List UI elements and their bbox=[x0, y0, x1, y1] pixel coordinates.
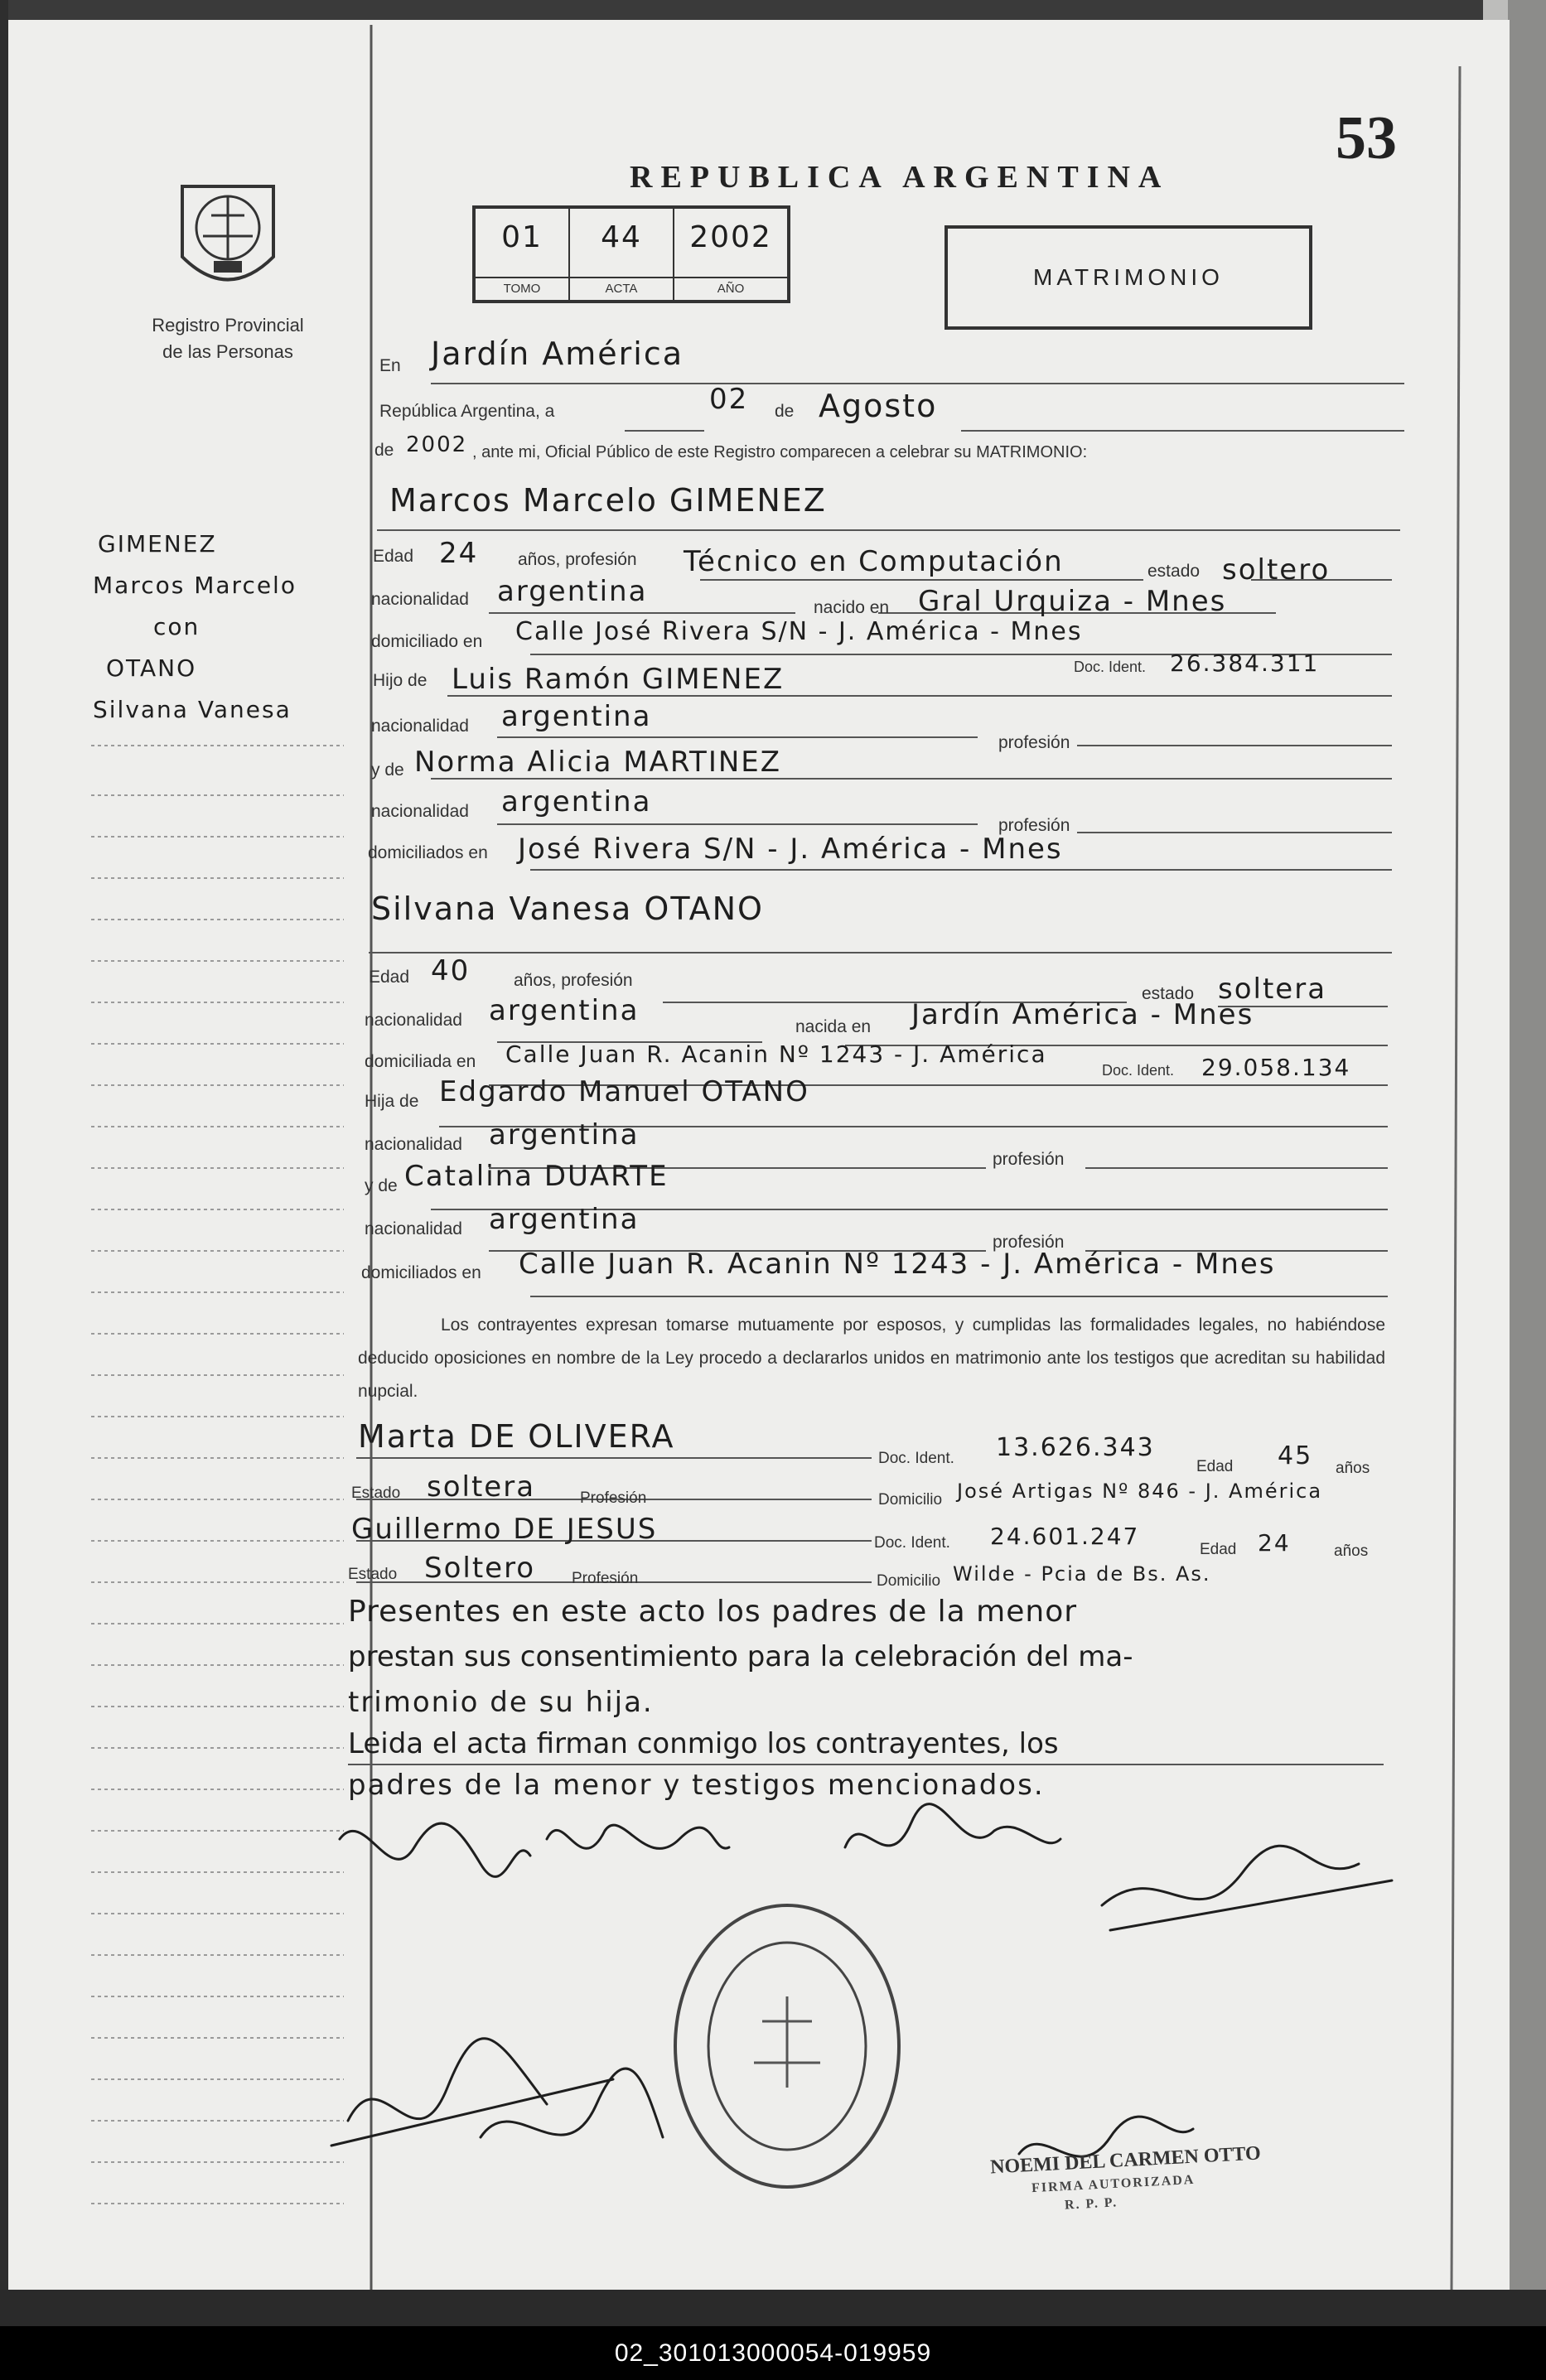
country-title: REPUBLICA ARGENTINA bbox=[630, 160, 1170, 195]
anio-label: AÑO bbox=[674, 277, 787, 300]
novia-doc: 29.058.134 bbox=[1201, 1054, 1351, 1081]
label-nacionalidad-padre-novia: nacionalidad bbox=[365, 1135, 462, 1154]
testigo2-nombre: Guillermo DE JESUS bbox=[351, 1513, 658, 1546]
testigo1-domicilio: José Artigas Nº 846 - J. América bbox=[957, 1480, 1323, 1503]
signature-padre-1 bbox=[845, 1804, 1060, 1847]
novia-madre: Catalina DUARTE bbox=[404, 1160, 669, 1193]
label-nacido-en: nacido en bbox=[814, 598, 890, 617]
anio-value: 2002 bbox=[689, 220, 772, 254]
label-doc-testigo2: Doc. Ident. bbox=[874, 1534, 950, 1552]
novio-nombre: Marcos Marcelo GIMENEZ bbox=[389, 482, 827, 519]
label-anios-profesion-novio: años, profesión bbox=[518, 550, 637, 569]
label-doc-novia: Doc. Ident. bbox=[1102, 1062, 1175, 1079]
margin-note-line1: GIMENEZ bbox=[98, 530, 217, 558]
signature-padre-2 bbox=[1102, 1846, 1392, 1930]
novio-madre: Norma Alicia MARTINEZ bbox=[414, 746, 782, 779]
label-domiciliada-en: domiciliada en bbox=[365, 1052, 476, 1071]
acta-label: ACTA bbox=[570, 277, 673, 300]
testigo1-edad: 45 bbox=[1278, 1441, 1313, 1470]
novio-domicilio: Calle José Rivera S/N - J. América - Mnes bbox=[515, 617, 1083, 646]
novio-profesion: Técnico en Computación bbox=[684, 545, 1064, 578]
tomo-value: 01 bbox=[501, 220, 543, 254]
novio-nacionalidad: argentina bbox=[497, 575, 648, 608]
margin-note-line5: Silvana Vanesa bbox=[93, 696, 292, 723]
firma-autorizada-nombre: NOEMI DEL CARMEN OTTO bbox=[989, 2142, 1262, 2179]
label-domiciliados-en-novio: domiciliados en bbox=[368, 843, 488, 862]
label-estado-testigo1: Estado bbox=[351, 1484, 401, 1502]
testigo2-estado: Soltero bbox=[424, 1552, 536, 1585]
label-nacionalidad-madre-novio: nacionalidad bbox=[371, 802, 469, 821]
testigo1-nombre: Marta DE OLIVERA bbox=[358, 1418, 675, 1455]
novia-estado: soltera bbox=[1218, 973, 1327, 1006]
novia-nacionalidad: argentina bbox=[489, 994, 640, 1027]
acta-lugar: Jardín América bbox=[431, 336, 684, 372]
novia-nacida-en: Jardín América - Mnes bbox=[911, 998, 1254, 1031]
firma-autorizada-cargo: FIRMA AUTORIZADA bbox=[1031, 2172, 1196, 2196]
signature-contrayente-2 bbox=[547, 1825, 729, 1848]
label-profesion-testigo1: Profesión bbox=[580, 1489, 647, 1507]
testigo2-doc: 24.601.247 bbox=[990, 1523, 1140, 1550]
nota-line2: prestan sus consentimiento para la celebración del ma- bbox=[348, 1640, 1133, 1673]
testigo2-domicilio: Wilde - Pcia de Bs. As. bbox=[953, 1562, 1211, 1586]
novio-madre-nacionalidad: argentina bbox=[501, 785, 652, 818]
label-nacionalidad-madre-novia: nacionalidad bbox=[365, 1219, 462, 1238]
label-domicilio-testigo2: Domicilio bbox=[877, 1572, 941, 1590]
label-profesion-madre-novia: profesión bbox=[993, 1233, 1065, 1252]
novio-padres-domicilio: José Rivera S/N - J. América - Mnes bbox=[518, 833, 1063, 866]
label-y-de-novia: y de bbox=[365, 1176, 398, 1195]
nota-line1: Presentes en este acto los padres de la menor bbox=[348, 1595, 1078, 1629]
label-nacida-en: nacida en bbox=[795, 1017, 872, 1036]
page-number: 53 bbox=[1336, 104, 1397, 172]
label-estado-testigo2: Estado bbox=[348, 1566, 398, 1583]
label-nacionalidad-novio: nacionalidad bbox=[371, 590, 469, 609]
novia-domicilio: Calle Juan R. Acanin Nº 1243 - J. América bbox=[505, 1040, 1047, 1068]
label-comparecen: , ante mi, Oficial Público de este Registro comparecen a celebrar su MATRIMONIO: bbox=[472, 443, 1088, 461]
label-profesion-padre-novia: profesión bbox=[993, 1150, 1065, 1169]
novio-estado: soltero bbox=[1222, 553, 1331, 587]
novio-nacido-en: Gral Urquiza - Mnes bbox=[918, 585, 1227, 618]
record-type-box: MATRIMONIO bbox=[945, 225, 1312, 330]
label-anios-testigo1: años bbox=[1336, 1460, 1370, 1477]
declaracion-paragraph: Los contrayentes expresan tomarse mutuamente por esposos, y cumplidas las formalidades legales, no habiéndose deducido oposiciones en nombre de la Ley procedo a declararlos unidos en matrimonio ante los testigos que acreditan su habilidad nupcial. bbox=[358, 1316, 1385, 1401]
label-nacionalidad-padre-novio: nacionalidad bbox=[371, 717, 469, 736]
label-en: En bbox=[379, 356, 401, 375]
label-estado-novia: estado bbox=[1142, 984, 1195, 1003]
label-republica: República Argentina, a bbox=[379, 402, 555, 421]
margin-note-line3: con bbox=[153, 613, 200, 640]
novia-madre-nacionalidad: argentina bbox=[489, 1203, 640, 1236]
label-edad-novia: Edad bbox=[369, 968, 410, 987]
label-domiciliado-en: domiciliado en bbox=[371, 632, 483, 651]
label-nacionalidad-novia: nacionalidad bbox=[365, 1011, 462, 1030]
novia-edad: 40 bbox=[431, 954, 471, 987]
novia-padres-domicilio: Calle Juan R. Acanin Nº 1243 - J. América - Mnes bbox=[519, 1248, 1276, 1281]
novio-padre: Luis Ramón GIMENEZ bbox=[452, 663, 785, 696]
label-anios-testigo2: años bbox=[1334, 1542, 1369, 1560]
image-caption: 02_301013000054-019959 bbox=[0, 2326, 1546, 2380]
signature-testigo-1 bbox=[331, 2039, 613, 2146]
label-profesion-padre-novio: profesión bbox=[998, 733, 1070, 752]
testigo1-doc: 13.626.343 bbox=[996, 1433, 1155, 1462]
label-de-mes: de bbox=[775, 402, 795, 421]
label-anios-profesion-novia: años, profesión bbox=[514, 971, 633, 990]
label-profesion-testigo2: Profesión bbox=[572, 1570, 639, 1587]
official-seal-icon bbox=[663, 1897, 911, 2195]
testigo2-edad: 24 bbox=[1258, 1529, 1291, 1557]
novia-padre: Edgardo Manuel OTANO bbox=[439, 1075, 809, 1108]
label-doc-testigo1: Doc. Ident. bbox=[878, 1450, 954, 1467]
label-de-anio: de bbox=[374, 441, 394, 460]
registry-name-line1: Registro Provincial bbox=[152, 315, 304, 336]
label-doc-novio: Doc. Ident. bbox=[1074, 659, 1147, 675]
novio-padre-nacionalidad: argentina bbox=[501, 700, 652, 733]
testigo1-estado: soltera bbox=[427, 1470, 536, 1504]
acta-dia: 02 bbox=[709, 383, 749, 416]
nota-line4: Leida el acta firman conmigo los contrayentes, los bbox=[348, 1727, 1059, 1760]
label-edad-testigo2: Edad bbox=[1200, 1541, 1237, 1558]
label-profesion-madre-novio: profesión bbox=[998, 816, 1070, 835]
novia-padre-nacionalidad: argentina bbox=[489, 1118, 640, 1151]
nota-line3: trimonio de su hija. bbox=[348, 1686, 654, 1719]
signature-contrayente-1 bbox=[340, 1823, 530, 1876]
label-domicilio-testigo1: Domicilio bbox=[878, 1491, 943, 1509]
registry-name-line2: de las Personas bbox=[162, 341, 293, 362]
novio-doc: 26.384.311 bbox=[1170, 649, 1320, 677]
margin-note-line2: Marcos Marcelo bbox=[93, 572, 297, 599]
acta-anio: 2002 bbox=[406, 432, 468, 457]
label-hija-de: Hija de bbox=[365, 1092, 419, 1111]
label-domiciliados-en-novia: domiciliados en bbox=[361, 1263, 481, 1282]
tomo-label: TOMO bbox=[476, 277, 568, 300]
label-edad-novio: Edad bbox=[373, 547, 414, 566]
label-edad-testigo1: Edad bbox=[1196, 1458, 1234, 1475]
novio-edad: 24 bbox=[439, 537, 479, 570]
acta-value: 44 bbox=[601, 220, 642, 254]
nota-line5: padres de la menor y testigos mencionados. bbox=[348, 1769, 1045, 1802]
label-hijo-de: Hijo de bbox=[373, 671, 428, 690]
margin-note-line4: OTANO bbox=[106, 654, 197, 682]
label-estado-novio: estado bbox=[1147, 562, 1201, 581]
novia-nombre: Silvana Vanesa OTANO bbox=[371, 891, 764, 927]
firma-autorizada-rpp: R. P. P. bbox=[1064, 2195, 1118, 2213]
acta-mes: Agosto bbox=[819, 388, 938, 424]
label-y-de-novio: y de bbox=[371, 760, 404, 780]
